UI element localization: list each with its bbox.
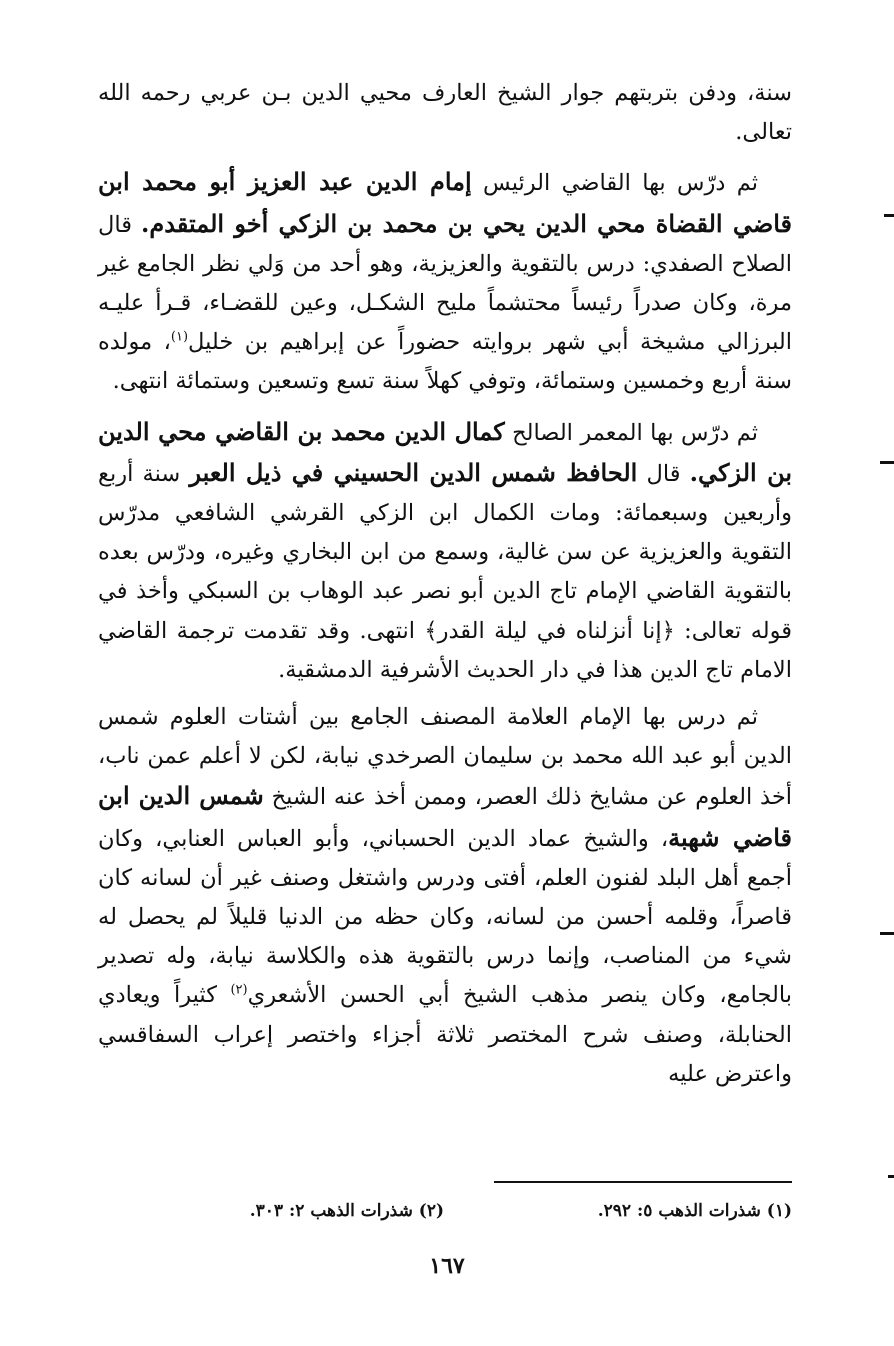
text-run: سنة، ودفن بتربتهم جوار الشيخ العارف محيي الدين بـن عربي رحمه الله تعالى.: [98, 80, 792, 146]
footnote-divider: [494, 1181, 792, 1183]
bold-name: شمس الدين ابن قاضي شهبة: [98, 781, 792, 852]
footnote-2: (٢) شذرات الذهب ٢: ٣٠٣.: [249, 1201, 444, 1221]
text-run: ثم درّس بها المعمر الصالح: [504, 419, 758, 446]
margin-mark: [888, 1175, 894, 1178]
text-run: قال: [637, 460, 690, 487]
footnote-ref: (٢): [230, 982, 248, 998]
footnote-1: (١) شذرات الذهب ٥: ٢٩٢.: [597, 1201, 792, 1221]
paragraph-shams-al-din: [98, 698, 792, 1094]
page-body: [98, 74, 792, 1094]
footnote-ref: (١): [170, 329, 189, 345]
paragraph-continuation: [98, 74, 792, 152]
text-run: كثيراً ويعادي الحنابلة، وصنف شرح المختصر ثلاثة أجزاء واختصر إعراب السفاقسي واعترض عليه: [98, 982, 792, 1087]
paragraph-kamal-al-din: [98, 412, 792, 690]
text-run: سنة أربع وأربعين وسبعمائة: ومات الكمال ابن الزكي القرشي الشافعي مدرّس التقوية والعزيزية عن سن غالية، وسمع من ابن البخاري وغيره، ودرّس بعده بالتقوية القاضي الإمام تاج الدين أبو نصر عبد الوهاب بن السبكي وأخذ في قوله تعالى: ﴿إنا أنزلناه في ليلة القدر﴾ انتهى. وقد تقدمت ترجمة القاضي الامام تاج الدين هذا في دار الحديث الأشرفية الدمشقية.: [98, 460, 792, 683]
paragraph-imam-al-din: [98, 162, 792, 401]
text-run: ، والشيخ عماد الدين الحسباني، وأبو العباس العنابي، وكان أجمع أهل البلد لفنون العلم، أفتى ودرس واشتغل وصنف غير أن لسانه كان قاصراً، وقلمه أحسن من لسانه، وكان حظه من الدنيا قليلاً لم يحصل له شيء من المناصب، وإنما درس بالتقوية هذه والكلاسة نيابة، وله تصدير بالجامع، وكان ينصر مذهب الشيخ أبي الحسن الأشعري: [98, 825, 792, 1009]
margin-mark: [884, 214, 894, 217]
margin-mark: [880, 461, 894, 464]
text-run: قال الصلاح الصفدي: درس بالتقوية والعزيزية، وهو أحد من وَلي نظر الجامع غير مرة، وكان صدراً رئيساً محتشماً مليح الشكـل، وعين للقضـاء، قـرأ عليـه البرزالي مشيخة أبي شهر بروايته حضوراً عن إبراهيم بن خليل: [98, 211, 793, 356]
text-run: ثم درس بها الإمام العلامة المصنف الجامع بين أشتات العلوم شمس الدين أبو عبد الله محمد بن سليمان الصرخدي نيابة، لكن لا أعلم عمن ناب، أخذ العلوم عن مشايخ ذلك العصر، وممن أخذ عنه الشيخ: [98, 704, 793, 811]
text-run: ، مولده سنة أربع وخمسين وستمائة، وتوفي كهلاً سنة تسع وتسعين وستمائة انتهى.: [98, 329, 792, 395]
text-run: ثم درّس بها القاضي الرئيس: [471, 170, 758, 197]
bold-name: الحافظ شمس الدين الحسيني في ذيل العبر: [189, 457, 638, 487]
margin-mark: [880, 932, 894, 935]
bold-name: كمال الدين محمد بن القاضي محي الدين بن الزكي.: [98, 416, 793, 487]
bold-name: إمام الدين عبد العزيز أبو محمد ابن قاضي القضاة محي الدين يحي بن محمد بن الزكي أخو المتقدم.: [98, 167, 793, 238]
page-number: ١٦٧: [429, 1253, 465, 1279]
